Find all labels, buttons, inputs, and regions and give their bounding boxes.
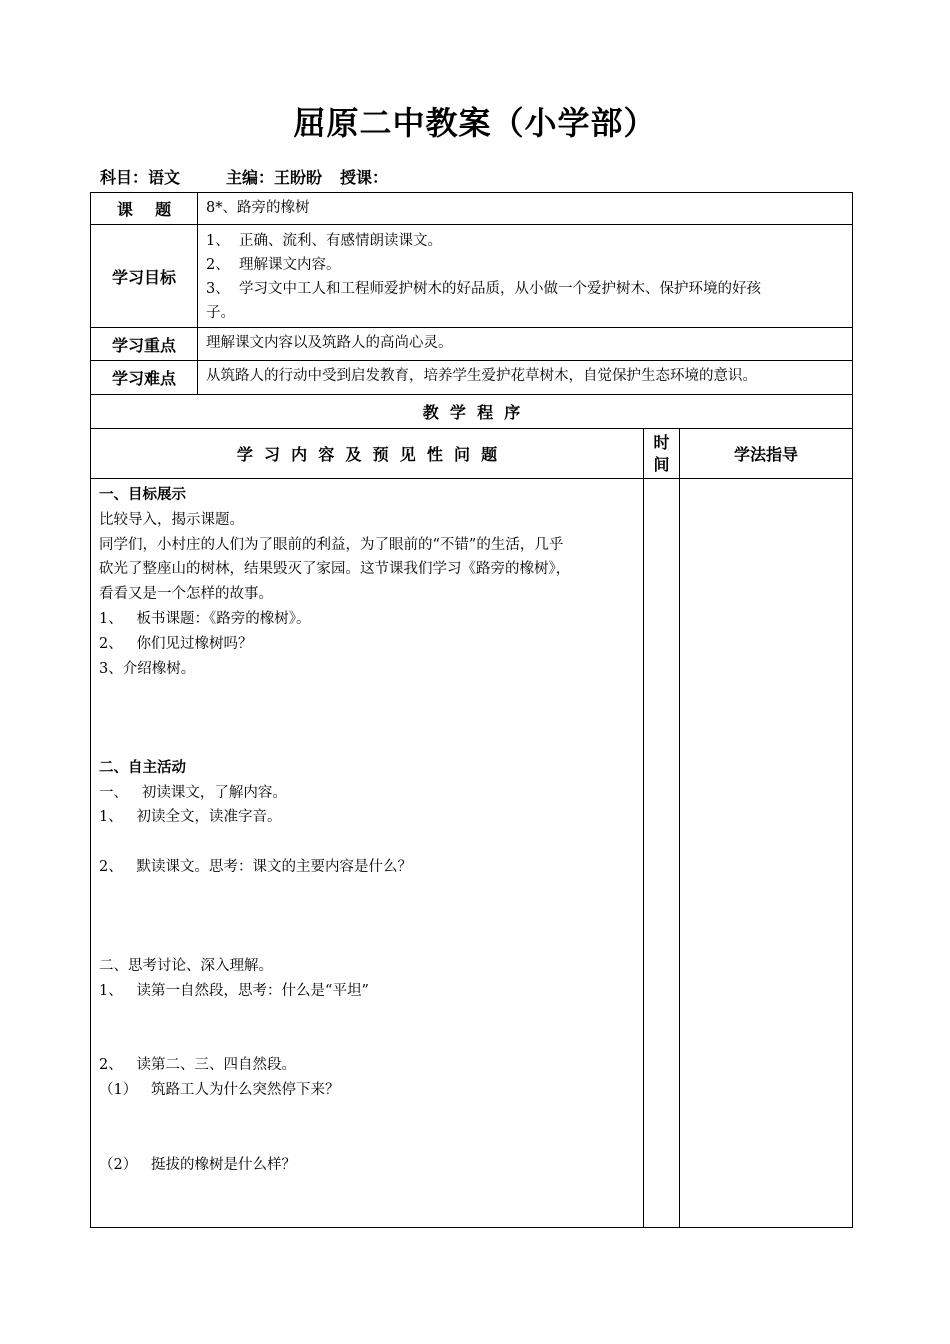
time-header-char: 间: [653, 454, 670, 474]
content-line: [99, 1004, 635, 1029]
lesson-plan-table: [90, 192, 853, 1228]
goal-line: 1、 正确、流利、有感情朗读课文。: [206, 233, 442, 249]
section-heading: 二、自主活动: [99, 759, 186, 776]
content-line: [99, 1128, 635, 1153]
column-header-row: [91, 429, 853, 479]
content-line: 2、 默读课文。思考：课文的主要内容是什么？: [99, 858, 413, 875]
focus-value: 理解课文内容以及筑路人的高尚心灵。: [198, 328, 853, 361]
content-line: [99, 681, 635, 706]
content-line: [99, 830, 635, 855]
difficulty-value: 从筑路人的行动中受到启发教育，培养学生爱护花草树木，自觉保护生态环境的意识。: [198, 361, 853, 395]
content-line: 砍光了整座山的树林，结果毁灭了家园。这节课我们学习《路旁的橡树》，: [99, 561, 571, 578]
goal-line: 3、 学习文中工人和工程师爱护树木的好品质，从小做一个爱护树木、保护环境的好孩: [206, 281, 761, 297]
topic-label: 课 题: [91, 193, 198, 225]
time-cell: [644, 479, 680, 1228]
content-line: 二、思考讨论、深入理解。: [99, 958, 273, 975]
content-line: [99, 1202, 635, 1227]
content-line: [99, 929, 635, 954]
content-line: [99, 731, 635, 756]
content-line: 1、 板书课题：《路旁的橡树》。: [99, 610, 311, 627]
content-line: [99, 1029, 635, 1054]
content-line: 2、 读第二、三、四自然段。: [99, 1057, 297, 1074]
goals-label: 学习目标: [91, 225, 198, 328]
content-line: 一、 初读课文，了解内容。: [99, 784, 287, 801]
focus-row: [91, 328, 853, 361]
procedure-header: 教 学 程 序: [91, 395, 853, 429]
section-heading: 一、目标展示: [99, 487, 186, 503]
goal-line: 子。: [206, 305, 235, 321]
editor-field: 主编：王盼盼: [226, 168, 323, 187]
goals-row: [91, 225, 853, 328]
goal-line: 2、 理解课文内容。: [206, 257, 341, 273]
content-line: 看看又是一个怎样的故事。: [99, 586, 273, 603]
time-header-char: 时: [653, 432, 670, 452]
content-line: [99, 880, 635, 905]
topic-value: 8*、路旁的橡树: [198, 193, 853, 225]
content-line: 1、 初读全文，读准字音。: [99, 809, 282, 826]
focus-label: 学习重点: [91, 328, 198, 361]
content-line: [99, 1177, 635, 1202]
content-line: （2） 挺拔的橡树是什么样？: [99, 1156, 297, 1173]
page-title: 屈原二中教案（小学部）: [293, 104, 657, 142]
content-line: [99, 1103, 635, 1128]
content-column-header: 学 习 内 容 及 预 见 性 问 题: [91, 429, 644, 479]
content-line: [99, 905, 635, 930]
difficulty-row: [91, 361, 853, 395]
topic-row: [91, 193, 853, 225]
guide-cell: [680, 479, 853, 1228]
goals-value: [198, 225, 853, 328]
subject-field: 科目：语文: [100, 168, 181, 187]
guide-column-header: 学法指导: [680, 429, 853, 479]
content-line: 2、 你们见过橡树吗？: [99, 635, 253, 652]
content-line: 3、介绍橡树。: [99, 660, 196, 677]
time-column-header: [644, 429, 680, 479]
procedure-header-row: [91, 395, 853, 429]
content-row: [91, 479, 853, 1228]
content-line: （1） 筑路工人为什么突然停下来？: [99, 1082, 340, 1099]
teacher-field: 授课：: [340, 168, 389, 187]
difficulty-label: 学习难点: [91, 361, 198, 395]
content-line: 同学们，小村庄的人们为了眼前的利益，为了眼前的“不错”的生活，几乎: [99, 536, 564, 553]
meta-line: [100, 165, 388, 188]
content-line: [99, 706, 635, 731]
content-cell: [91, 479, 644, 1228]
content-line: 1、 读第一自然段，思考：什么是“平坦”: [99, 982, 369, 999]
content-line: 比较导入，揭示课题。: [99, 511, 244, 528]
